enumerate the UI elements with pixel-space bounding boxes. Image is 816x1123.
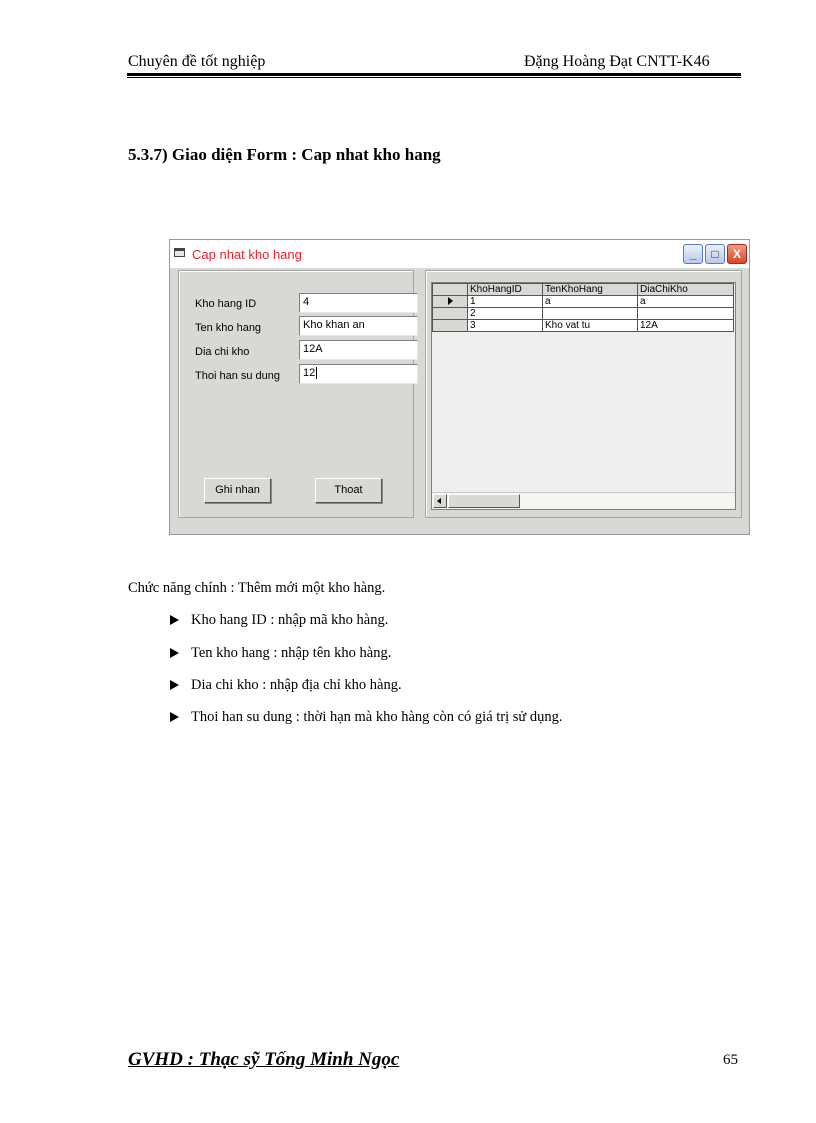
title-bar[interactable] [170, 240, 749, 268]
close-button[interactable]: X [727, 244, 747, 264]
list-item [170, 645, 391, 662]
row-selector[interactable] [433, 320, 468, 332]
label-thoi-han-su-dung: Thoi han su dung [195, 370, 281, 382]
form-window [169, 239, 750, 535]
bullet-arrow-icon [170, 680, 179, 690]
list-item-text: Kho hang ID : nhập mã kho hàng. [191, 612, 389, 628]
input-panel [178, 270, 414, 518]
window-title: Cap nhat kho hang [192, 247, 302, 262]
table-row[interactable] [433, 320, 734, 332]
grid-cell[interactable]: 3 [468, 320, 543, 332]
function-description: Chức năng chính : Thêm mới một kho hàng. [128, 580, 386, 596]
horizontal-scrollbar[interactable] [432, 492, 735, 509]
bullet-arrow-icon [170, 712, 179, 722]
input-thoi-han-su-dung[interactable] [299, 364, 418, 384]
grid-cell[interactable] [543, 308, 638, 320]
scroll-thumb[interactable] [448, 494, 520, 508]
list-item-text: Ten kho hang : nhập tên kho hàng. [191, 645, 392, 661]
bullet-arrow-icon [170, 648, 179, 658]
minimize-button[interactable]: _ [683, 244, 703, 264]
current-row-icon [448, 297, 453, 305]
grid-cell[interactable]: Kho vat tu [543, 320, 638, 332]
column-header[interactable]: TenKhoHang [543, 284, 638, 296]
table-row[interactable] [433, 296, 734, 308]
grid-cell[interactable]: 2 [468, 308, 543, 320]
grid-cell[interactable] [638, 308, 734, 320]
page-number: 65 [723, 1052, 738, 1068]
bullet-arrow-icon [170, 615, 179, 625]
grid-corner [433, 284, 468, 296]
grid-header-row [433, 284, 734, 296]
maximize-button[interactable]: □ [705, 244, 725, 264]
ghi-nhan-button[interactable]: Ghi nhan [204, 478, 271, 503]
label-ten-kho-hang: Ten kho hang [195, 322, 262, 334]
list-item-text: Dia chi kho : nhập địa chỉ kho hàng. [191, 677, 402, 693]
list-item [170, 677, 402, 694]
grid-cell[interactable]: a [543, 296, 638, 308]
section-title: 5.3.7) Giao diện Form : Cap nhat kho hang [128, 145, 441, 164]
scroll-left-icon[interactable] [433, 494, 447, 508]
label-kho-hang-id: Kho hang ID [195, 298, 257, 310]
list-item-text: Thoi han su dung : thời hạn mà kho hàng còn có giá trị sử dụng. [191, 709, 563, 725]
header-left-text: Chuyên đề tốt nghiệp [128, 53, 266, 70]
window-icon [174, 248, 185, 257]
header-rule [127, 73, 741, 76]
grid-cell[interactable]: a [638, 296, 734, 308]
list-item [170, 709, 563, 726]
table-row[interactable] [433, 308, 734, 320]
input-value: 12 [303, 367, 316, 379]
row-selector[interactable] [433, 308, 468, 320]
text-cursor [316, 367, 317, 379]
header-right-text: Đặng Hoàng Đạt CNTT-K46 [524, 53, 710, 70]
grid-cell[interactable]: 1 [468, 296, 543, 308]
label-dia-chi-kho: Dia chi kho [195, 346, 250, 358]
input-kho-hang-id[interactable]: 4 [299, 293, 418, 313]
input-dia-chi-kho[interactable]: 12A [299, 340, 418, 360]
input-ten-kho-hang[interactable]: Kho khan an [299, 316, 418, 336]
grid-body [432, 283, 735, 493]
footer-supervisor: GVHD : Thạc sỹ Tống Minh Ngọc [128, 1049, 400, 1070]
data-grid[interactable] [431, 282, 736, 510]
column-header[interactable]: KhoHangID [468, 284, 543, 296]
list-item [170, 612, 388, 629]
header-rule-thin [127, 77, 741, 78]
thoat-button[interactable]: Thoat [315, 478, 382, 503]
grid-cell[interactable]: 12A [638, 320, 734, 332]
row-selector[interactable] [433, 296, 468, 308]
column-header[interactable]: DiaChiKho [638, 284, 734, 296]
grid-table [432, 283, 734, 332]
